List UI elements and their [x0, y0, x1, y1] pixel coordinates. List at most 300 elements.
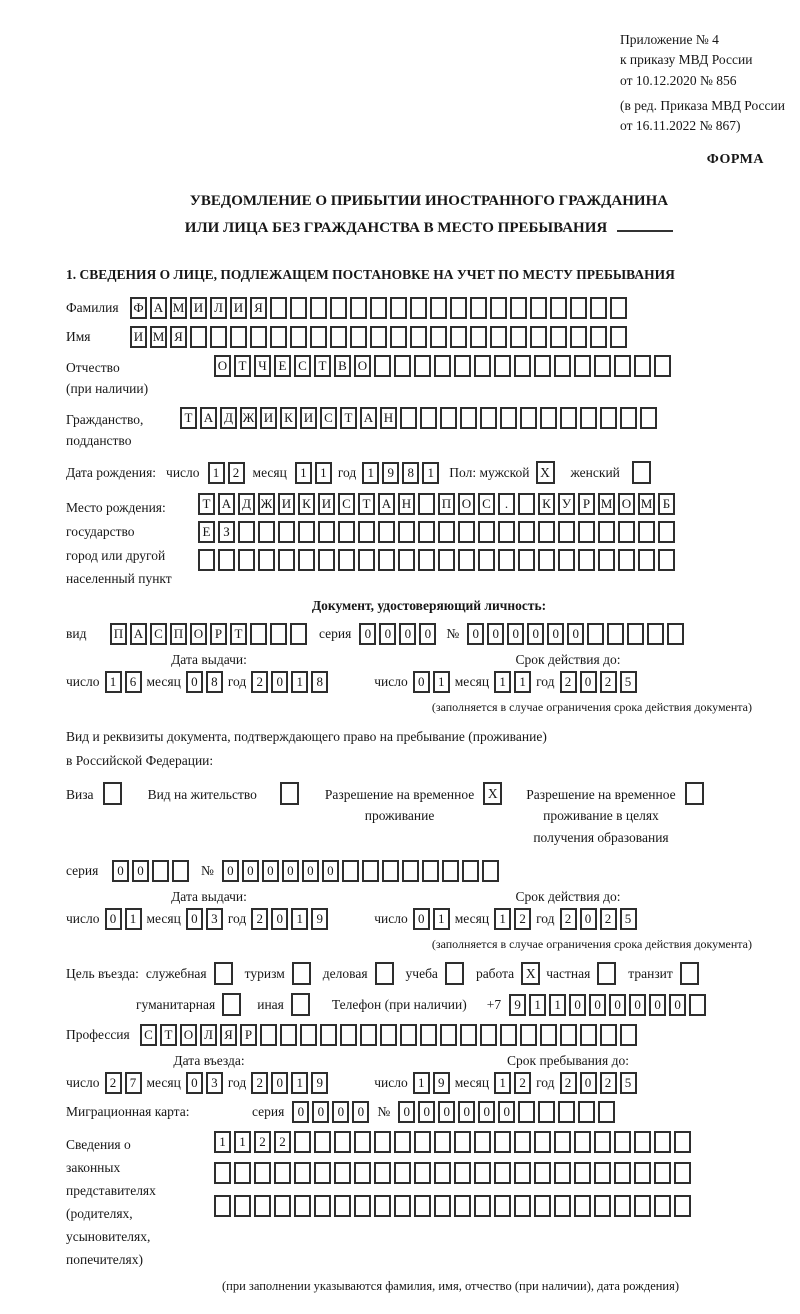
char-cell[interactable]: [610, 297, 627, 319]
purpose-option-checkbox-sluzhebnaya[interactable]: [214, 962, 233, 985]
char-cell[interactable]: [610, 326, 627, 348]
char-cell[interactable]: 1: [362, 462, 379, 484]
char-cell[interactable]: [198, 549, 215, 571]
char-cell[interactable]: О: [458, 493, 475, 515]
char-cell[interactable]: [550, 326, 567, 348]
char-cell[interactable]: У: [558, 493, 575, 515]
char-cell[interactable]: 0: [669, 994, 686, 1016]
char-cell[interactable]: [554, 1195, 571, 1217]
char-cell[interactable]: 2: [514, 908, 531, 930]
char-cell[interactable]: 8: [311, 671, 328, 693]
char-cell[interactable]: 2: [228, 462, 245, 484]
char-cell[interactable]: С: [140, 1024, 157, 1046]
char-cell[interactable]: 0: [282, 860, 299, 882]
char-cell[interactable]: 2: [560, 908, 577, 930]
char-cell[interactable]: 2: [105, 1072, 122, 1094]
char-cell[interactable]: 0: [413, 671, 430, 693]
char-cell[interactable]: 1: [291, 671, 308, 693]
char-cell[interactable]: [418, 521, 435, 543]
char-cell[interactable]: П: [438, 493, 455, 515]
char-cell[interactable]: 1: [291, 908, 308, 930]
char-cell[interactable]: [674, 1195, 691, 1217]
char-cell[interactable]: 1: [494, 1072, 511, 1094]
char-cell[interactable]: [318, 549, 335, 571]
char-cell[interactable]: [534, 1131, 551, 1153]
char-cell[interactable]: [598, 549, 615, 571]
purpose-option-checkbox-turizm[interactable]: [292, 962, 311, 985]
char-cell[interactable]: Д: [238, 493, 255, 515]
char-cell[interactable]: [667, 623, 684, 645]
char-cell[interactable]: Н: [380, 407, 397, 429]
char-cell[interactable]: Е: [198, 521, 215, 543]
char-cell[interactable]: С: [150, 623, 167, 645]
char-cell[interactable]: 0: [467, 623, 484, 645]
char-cell[interactable]: [510, 297, 527, 319]
char-cell[interactable]: [374, 1195, 391, 1217]
char-cell[interactable]: К: [298, 493, 315, 515]
char-cell[interactable]: М: [150, 326, 167, 348]
char-cell[interactable]: 0: [105, 908, 122, 930]
char-cell[interactable]: О: [354, 355, 371, 377]
char-cell[interactable]: [290, 623, 307, 645]
char-cell[interactable]: [550, 297, 567, 319]
char-cell[interactable]: [314, 1162, 331, 1184]
char-cell[interactable]: 0: [242, 860, 259, 882]
char-cell[interactable]: [654, 355, 671, 377]
char-cell[interactable]: [594, 1195, 611, 1217]
char-cell[interactable]: [394, 1162, 411, 1184]
char-cell[interactable]: [574, 1131, 591, 1153]
char-cell[interactable]: З: [218, 521, 235, 543]
char-cell[interactable]: 1: [315, 462, 332, 484]
char-cell[interactable]: [620, 1024, 637, 1046]
char-cell[interactable]: 2: [514, 1072, 531, 1094]
char-cell[interactable]: [338, 521, 355, 543]
char-cell[interactable]: [480, 407, 497, 429]
char-cell[interactable]: [330, 297, 347, 319]
char-cell[interactable]: [470, 297, 487, 319]
char-cell[interactable]: [518, 493, 535, 515]
char-cell[interactable]: [258, 521, 275, 543]
char-cell[interactable]: [578, 1101, 595, 1123]
char-cell[interactable]: [518, 521, 535, 543]
char-cell[interactable]: [414, 1131, 431, 1153]
char-cell[interactable]: [478, 521, 495, 543]
char-cell[interactable]: 9: [433, 1072, 450, 1094]
char-cell[interactable]: [460, 407, 477, 429]
char-cell[interactable]: [478, 549, 495, 571]
char-cell[interactable]: [458, 521, 475, 543]
char-cell[interactable]: 1: [529, 994, 546, 1016]
char-cell[interactable]: [627, 623, 644, 645]
char-cell[interactable]: [334, 1162, 351, 1184]
char-cell[interactable]: 0: [399, 623, 416, 645]
char-cell[interactable]: Р: [578, 493, 595, 515]
char-cell[interactable]: 0: [292, 1101, 309, 1123]
purpose-option-checkbox-chastnaya[interactable]: [597, 962, 616, 985]
char-cell[interactable]: Т: [234, 355, 251, 377]
char-cell[interactable]: Т: [198, 493, 215, 515]
char-cell[interactable]: [290, 326, 307, 348]
char-cell[interactable]: [210, 326, 227, 348]
char-cell[interactable]: 0: [498, 1101, 515, 1123]
char-cell[interactable]: [474, 1195, 491, 1217]
char-cell[interactable]: [370, 326, 387, 348]
char-cell[interactable]: 3: [206, 1072, 223, 1094]
char-cell[interactable]: [418, 493, 435, 515]
visa-checkbox[interactable]: [103, 782, 122, 805]
char-cell[interactable]: 1: [514, 671, 531, 693]
char-cell[interactable]: О: [618, 493, 635, 515]
char-cell[interactable]: [440, 1024, 457, 1046]
char-cell[interactable]: [374, 1162, 391, 1184]
char-cell[interactable]: [480, 1024, 497, 1046]
char-cell[interactable]: 0: [186, 671, 203, 693]
char-cell[interactable]: [534, 355, 551, 377]
char-cell[interactable]: [190, 326, 207, 348]
char-cell[interactable]: [318, 521, 335, 543]
char-cell[interactable]: 0: [580, 1072, 597, 1094]
char-cell[interactable]: [258, 549, 275, 571]
char-cell[interactable]: [594, 1162, 611, 1184]
char-cell[interactable]: [214, 1195, 231, 1217]
char-cell[interactable]: [618, 549, 635, 571]
char-cell[interactable]: [450, 297, 467, 319]
char-cell[interactable]: 0: [569, 994, 586, 1016]
char-cell[interactable]: 2: [560, 671, 577, 693]
char-cell[interactable]: [420, 1024, 437, 1046]
char-cell[interactable]: [514, 1131, 531, 1153]
char-cell[interactable]: 6: [125, 671, 142, 693]
char-cell[interactable]: [490, 297, 507, 319]
char-cell[interactable]: [554, 1162, 571, 1184]
char-cell[interactable]: [398, 549, 415, 571]
char-cell[interactable]: [470, 326, 487, 348]
char-cell[interactable]: 0: [271, 908, 288, 930]
char-cell[interactable]: [334, 1195, 351, 1217]
char-cell[interactable]: 5: [620, 908, 637, 930]
char-cell[interactable]: Т: [314, 355, 331, 377]
char-cell[interactable]: О: [190, 623, 207, 645]
gender-male-checkbox[interactable]: X: [536, 461, 555, 484]
char-cell[interactable]: [270, 623, 287, 645]
char-cell[interactable]: [400, 1024, 417, 1046]
char-cell[interactable]: П: [170, 623, 187, 645]
char-cell[interactable]: [510, 326, 527, 348]
char-cell[interactable]: [554, 355, 571, 377]
char-cell[interactable]: [350, 326, 367, 348]
char-cell[interactable]: [530, 297, 547, 319]
char-cell[interactable]: С: [320, 407, 337, 429]
char-cell[interactable]: [638, 549, 655, 571]
purpose-option-checkbox-inaya[interactable]: [291, 993, 310, 1016]
char-cell[interactable]: [398, 521, 415, 543]
char-cell[interactable]: 1: [494, 671, 511, 693]
char-cell[interactable]: [294, 1195, 311, 1217]
char-cell[interactable]: [482, 860, 499, 882]
char-cell[interactable]: 9: [311, 1072, 328, 1094]
char-cell[interactable]: [540, 1024, 557, 1046]
char-cell[interactable]: [414, 1195, 431, 1217]
char-cell[interactable]: [570, 297, 587, 319]
char-cell[interactable]: [378, 549, 395, 571]
char-cell[interactable]: [500, 407, 517, 429]
gender-female-checkbox[interactable]: [632, 461, 651, 484]
char-cell[interactable]: [274, 1162, 291, 1184]
char-cell[interactable]: И: [230, 297, 247, 319]
char-cell[interactable]: [578, 549, 595, 571]
char-cell[interactable]: [498, 521, 515, 543]
char-cell[interactable]: 2: [560, 1072, 577, 1094]
char-cell[interactable]: 0: [527, 623, 544, 645]
char-cell[interactable]: Л: [210, 297, 227, 319]
purpose-option-checkbox-gumanitarnaya[interactable]: [222, 993, 241, 1016]
char-cell[interactable]: [374, 355, 391, 377]
char-cell[interactable]: [614, 1195, 631, 1217]
char-cell[interactable]: 0: [487, 623, 504, 645]
char-cell[interactable]: [530, 326, 547, 348]
char-cell[interactable]: [338, 549, 355, 571]
char-cell[interactable]: [574, 355, 591, 377]
char-cell[interactable]: 2: [600, 908, 617, 930]
char-cell[interactable]: [674, 1162, 691, 1184]
char-cell[interactable]: [420, 407, 437, 429]
char-cell[interactable]: 0: [312, 1101, 329, 1123]
char-cell[interactable]: [658, 521, 675, 543]
char-cell[interactable]: [607, 623, 624, 645]
char-cell[interactable]: [554, 1131, 571, 1153]
char-cell[interactable]: К: [280, 407, 297, 429]
char-cell[interactable]: А: [360, 407, 377, 429]
char-cell[interactable]: Т: [230, 623, 247, 645]
char-cell[interactable]: [574, 1195, 591, 1217]
char-cell[interactable]: [514, 1162, 531, 1184]
purpose-option-checkbox-ucheba[interactable]: [445, 962, 464, 985]
char-cell[interactable]: 0: [112, 860, 129, 882]
char-cell[interactable]: [430, 297, 447, 319]
char-cell[interactable]: [654, 1195, 671, 1217]
char-cell[interactable]: А: [150, 297, 167, 319]
char-cell[interactable]: [314, 1195, 331, 1217]
char-cell[interactable]: [378, 521, 395, 543]
char-cell[interactable]: [354, 1131, 371, 1153]
char-cell[interactable]: [172, 860, 189, 882]
char-cell[interactable]: 0: [413, 908, 430, 930]
char-cell[interactable]: [314, 1131, 331, 1153]
char-cell[interactable]: 2: [254, 1131, 271, 1153]
char-cell[interactable]: [350, 297, 367, 319]
char-cell[interactable]: 1: [433, 908, 450, 930]
char-cell[interactable]: [410, 297, 427, 319]
char-cell[interactable]: [374, 1131, 391, 1153]
char-cell[interactable]: [250, 326, 267, 348]
char-cell[interactable]: 0: [352, 1101, 369, 1123]
char-cell[interactable]: [574, 1162, 591, 1184]
char-cell[interactable]: [330, 326, 347, 348]
char-cell[interactable]: И: [318, 493, 335, 515]
char-cell[interactable]: [260, 1024, 277, 1046]
char-cell[interactable]: [382, 860, 399, 882]
char-cell[interactable]: 0: [271, 671, 288, 693]
char-cell[interactable]: .: [498, 493, 515, 515]
char-cell[interactable]: [434, 1162, 451, 1184]
char-cell[interactable]: [494, 1195, 511, 1217]
purpose-option-checkbox-tranzit[interactable]: [680, 962, 699, 985]
char-cell[interactable]: [647, 623, 664, 645]
char-cell[interactable]: [390, 297, 407, 319]
char-cell[interactable]: Я: [170, 326, 187, 348]
char-cell[interactable]: [594, 355, 611, 377]
char-cell[interactable]: Ч: [254, 355, 271, 377]
char-cell[interactable]: 0: [359, 623, 376, 645]
char-cell[interactable]: [410, 326, 427, 348]
char-cell[interactable]: Т: [340, 407, 357, 429]
char-cell[interactable]: [254, 1195, 271, 1217]
char-cell[interactable]: [494, 1162, 511, 1184]
char-cell[interactable]: [320, 1024, 337, 1046]
char-cell[interactable]: [518, 549, 535, 571]
char-cell[interactable]: И: [278, 493, 295, 515]
char-cell[interactable]: [460, 1024, 477, 1046]
char-cell[interactable]: [570, 326, 587, 348]
char-cell[interactable]: [334, 1131, 351, 1153]
char-cell[interactable]: [250, 623, 267, 645]
char-cell[interactable]: Т: [160, 1024, 177, 1046]
char-cell[interactable]: [238, 549, 255, 571]
char-cell[interactable]: Н: [398, 493, 415, 515]
char-cell[interactable]: [310, 297, 327, 319]
char-cell[interactable]: [354, 1195, 371, 1217]
char-cell[interactable]: 7: [125, 1072, 142, 1094]
char-cell[interactable]: [360, 1024, 377, 1046]
char-cell[interactable]: [234, 1162, 251, 1184]
char-cell[interactable]: С: [478, 493, 495, 515]
char-cell[interactable]: 1: [422, 462, 439, 484]
char-cell[interactable]: [280, 1024, 297, 1046]
char-cell[interactable]: [474, 1131, 491, 1153]
char-cell[interactable]: С: [294, 355, 311, 377]
char-cell[interactable]: Я: [220, 1024, 237, 1046]
char-cell[interactable]: [634, 1162, 651, 1184]
char-cell[interactable]: [634, 1131, 651, 1153]
char-cell[interactable]: 0: [379, 623, 396, 645]
char-cell[interactable]: И: [300, 407, 317, 429]
char-cell[interactable]: С: [338, 493, 355, 515]
char-cell[interactable]: В: [334, 355, 351, 377]
char-cell[interactable]: 0: [271, 1072, 288, 1094]
char-cell[interactable]: 0: [186, 1072, 203, 1094]
char-cell[interactable]: 0: [302, 860, 319, 882]
char-cell[interactable]: [370, 297, 387, 319]
char-cell[interactable]: 2: [600, 1072, 617, 1094]
char-cell[interactable]: [340, 1024, 357, 1046]
char-cell[interactable]: [230, 326, 247, 348]
char-cell[interactable]: 5: [620, 671, 637, 693]
char-cell[interactable]: 0: [629, 994, 646, 1016]
char-cell[interactable]: И: [260, 407, 277, 429]
char-cell[interactable]: [520, 1024, 537, 1046]
char-cell[interactable]: [654, 1162, 671, 1184]
char-cell[interactable]: [558, 1101, 575, 1123]
char-cell[interactable]: [500, 1024, 517, 1046]
char-cell[interactable]: [514, 1195, 531, 1217]
char-cell[interactable]: Е: [274, 355, 291, 377]
char-cell[interactable]: [152, 860, 169, 882]
char-cell[interactable]: [414, 1162, 431, 1184]
char-cell[interactable]: [442, 860, 459, 882]
char-cell[interactable]: 1: [549, 994, 566, 1016]
char-cell[interactable]: [494, 1131, 511, 1153]
char-cell[interactable]: [590, 326, 607, 348]
char-cell[interactable]: [354, 1162, 371, 1184]
char-cell[interactable]: [414, 355, 431, 377]
char-cell[interactable]: 9: [311, 908, 328, 930]
char-cell[interactable]: [634, 1195, 651, 1217]
char-cell[interactable]: [422, 860, 439, 882]
char-cell[interactable]: [450, 326, 467, 348]
char-cell[interactable]: Ф: [130, 297, 147, 319]
char-cell[interactable]: [620, 407, 637, 429]
char-cell[interactable]: [534, 1195, 551, 1217]
char-cell[interactable]: [514, 355, 531, 377]
char-cell[interactable]: [440, 407, 457, 429]
char-cell[interactable]: [438, 521, 455, 543]
char-cell[interactable]: 9: [382, 462, 399, 484]
char-cell[interactable]: [590, 297, 607, 319]
char-cell[interactable]: Б: [658, 493, 675, 515]
char-cell[interactable]: [560, 407, 577, 429]
char-cell[interactable]: [600, 407, 617, 429]
char-cell[interactable]: 0: [580, 908, 597, 930]
char-cell[interactable]: [438, 549, 455, 571]
char-cell[interactable]: [298, 549, 315, 571]
char-cell[interactable]: 0: [589, 994, 606, 1016]
char-cell[interactable]: 3: [206, 908, 223, 930]
temp-residence-checkbox[interactable]: X: [483, 782, 502, 805]
char-cell[interactable]: [234, 1195, 251, 1217]
char-cell[interactable]: [434, 355, 451, 377]
char-cell[interactable]: Р: [210, 623, 227, 645]
char-cell[interactable]: 0: [567, 623, 584, 645]
char-cell[interactable]: [498, 549, 515, 571]
char-cell[interactable]: [540, 407, 557, 429]
char-cell[interactable]: 1: [291, 1072, 308, 1094]
char-cell[interactable]: [300, 1024, 317, 1046]
char-cell[interactable]: [689, 994, 706, 1016]
char-cell[interactable]: К: [538, 493, 555, 515]
char-cell[interactable]: 0: [649, 994, 666, 1016]
purpose-option-checkbox-rabota[interactable]: X: [521, 962, 540, 985]
char-cell[interactable]: 1: [494, 908, 511, 930]
char-cell[interactable]: [474, 1162, 491, 1184]
char-cell[interactable]: [434, 1131, 451, 1153]
char-cell[interactable]: [558, 549, 575, 571]
char-cell[interactable]: Т: [358, 493, 375, 515]
char-cell[interactable]: [394, 1195, 411, 1217]
char-cell[interactable]: [598, 1101, 615, 1123]
char-cell[interactable]: А: [130, 623, 147, 645]
char-cell[interactable]: Т: [180, 407, 197, 429]
char-cell[interactable]: 1: [214, 1131, 231, 1153]
char-cell[interactable]: М: [598, 493, 615, 515]
char-cell[interactable]: [614, 1162, 631, 1184]
char-cell[interactable]: [362, 860, 379, 882]
char-cell[interactable]: 0: [262, 860, 279, 882]
char-cell[interactable]: [270, 297, 287, 319]
char-cell[interactable]: 1: [234, 1131, 251, 1153]
char-cell[interactable]: М: [638, 493, 655, 515]
char-cell[interactable]: [454, 1195, 471, 1217]
